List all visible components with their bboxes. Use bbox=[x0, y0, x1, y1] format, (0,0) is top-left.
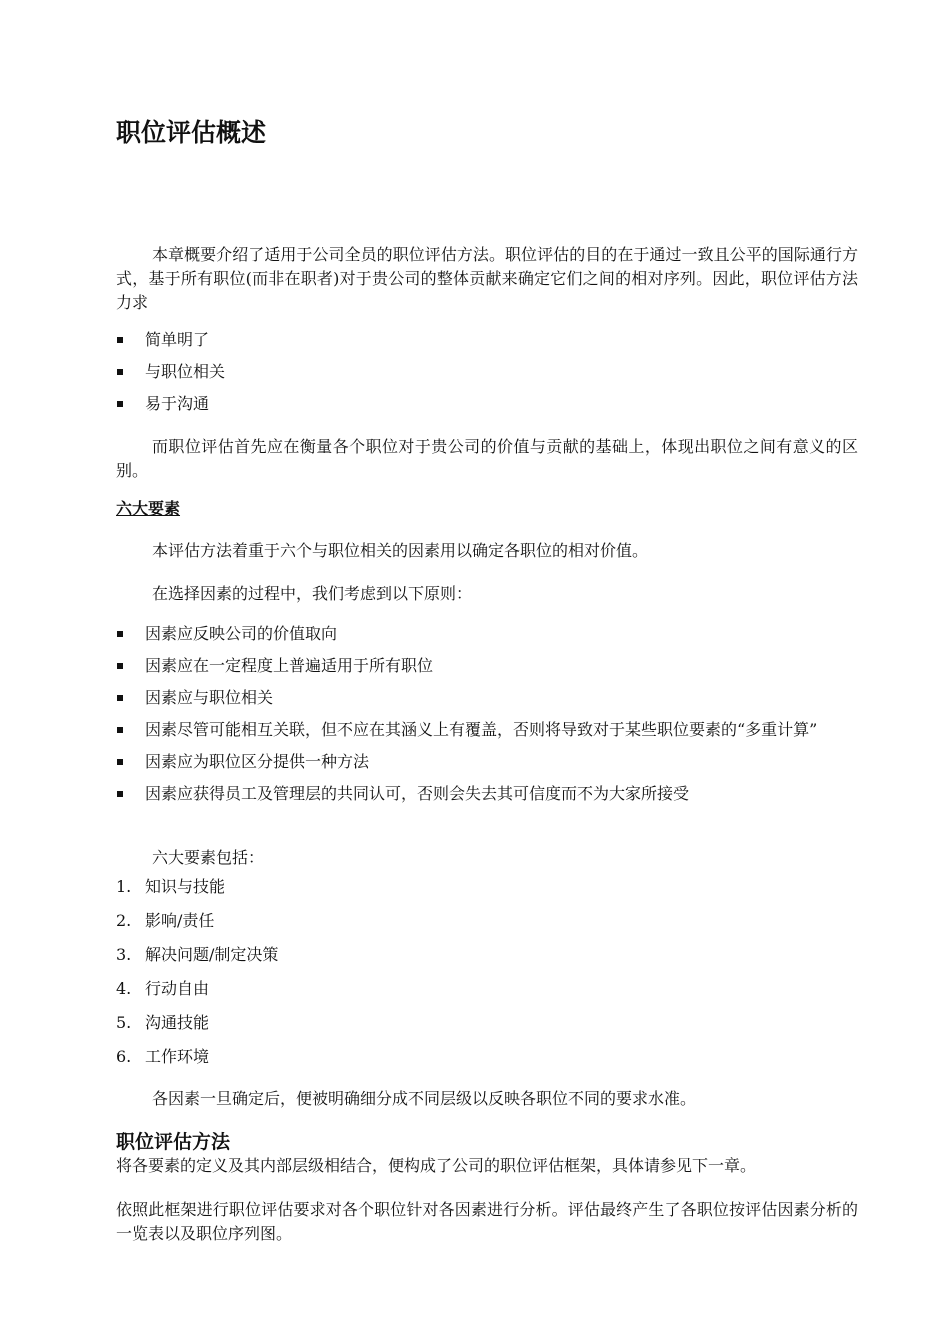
list-item: 3. 解决问题/制定决策 bbox=[116, 943, 858, 967]
page-title: 职位评估概述 bbox=[116, 118, 267, 147]
list-number: 2. bbox=[116, 911, 132, 930]
list-item: 因素应在一定程度上普遍适用于所有职位 bbox=[116, 654, 858, 678]
list-number: 4. bbox=[116, 979, 132, 998]
goals-followup-paragraph: 而职位评估首先应在衡量各个职位对于贵公司的价值与贡献的基础上，体现出职位之间有意义的区别。 bbox=[116, 437, 858, 480]
list-item: 6. 工作环境 bbox=[116, 1045, 858, 1069]
bullet-icon bbox=[117, 631, 123, 637]
factors-closing-paragraph: 各因素一旦确定后，便被明确细分成不同层级以反映各职位不同的要求水准。 bbox=[152, 1089, 697, 1108]
six-factors-heading: 六大要素 bbox=[116, 499, 181, 518]
bullet-icon bbox=[117, 695, 123, 701]
list-item: 因素应反映公司的价值取向 bbox=[116, 622, 858, 646]
bullet-icon bbox=[117, 337, 123, 343]
list-item: 2. 影响/责任 bbox=[116, 909, 858, 933]
principles-list bbox=[116, 622, 858, 806]
principles-intro: 在选择因素的过程中，我们考虑到以下原则： bbox=[152, 584, 473, 603]
list-number: 6. bbox=[116, 1047, 132, 1066]
factors-list bbox=[116, 875, 858, 1069]
list-item: 1. 知识与技能 bbox=[116, 875, 858, 899]
goals-list bbox=[116, 328, 858, 416]
bullet-icon bbox=[117, 369, 123, 375]
list-item: 因素应与职位相关 bbox=[116, 686, 858, 710]
list-item: 易于沟通 bbox=[116, 392, 858, 416]
factors-includes-label: 六大要素包括： bbox=[152, 848, 265, 867]
bullet-icon bbox=[117, 663, 123, 669]
list-number: 1. bbox=[116, 877, 132, 896]
list-number: 5. bbox=[116, 1013, 132, 1032]
method-paragraph-2: 依照此框架进行职位评估要求对各个职位针对各因素进行分析。评估最终产生了各职位按评估因素分析的一览表以及职位序列图。 bbox=[116, 1200, 858, 1243]
bullet-icon bbox=[117, 791, 123, 797]
list-number: 3. bbox=[116, 945, 132, 964]
list-item: 4. 行动自由 bbox=[116, 977, 858, 1001]
list-item: 因素应为职位区分提供一种方法 bbox=[116, 750, 858, 774]
list-item: 与职位相关 bbox=[116, 360, 858, 384]
bullet-icon bbox=[117, 727, 123, 733]
method-heading: 职位评估方法 bbox=[116, 1131, 231, 1153]
bullet-icon bbox=[117, 401, 123, 407]
intro-paragraph: 本章概要介绍了适用于公司全员的职位评估方法。职位评估的目的在于通过一致且公平的国际通行方式，基于所有职位(而非在职者)对于贵公司的整体贡献来确定它们之间的相对序列。因此，职位评估方法力求 bbox=[116, 245, 858, 312]
six-factors-intro: 本评估方法着重于六个与职位相关的因素用以确定各职位的相对价值。 bbox=[152, 541, 649, 560]
method-paragraph-1: 将各要素的定义及其内部层级相结合，便构成了公司的职位评估框架，具体请参见下一章。 bbox=[116, 1156, 757, 1175]
bullet-icon bbox=[117, 759, 123, 765]
list-item: 简单明了 bbox=[116, 328, 858, 352]
list-item: 因素应获得员工及管理层的共同认可，否则会失去其可信度而不为大家所接受 bbox=[116, 782, 858, 806]
list-item: 因素尽管可能相互关联，但不应在其涵义上有覆盖，否则将导致对于某些职位要素的“多重计算” bbox=[116, 718, 858, 742]
list-item: 5. 沟通技能 bbox=[116, 1011, 858, 1035]
